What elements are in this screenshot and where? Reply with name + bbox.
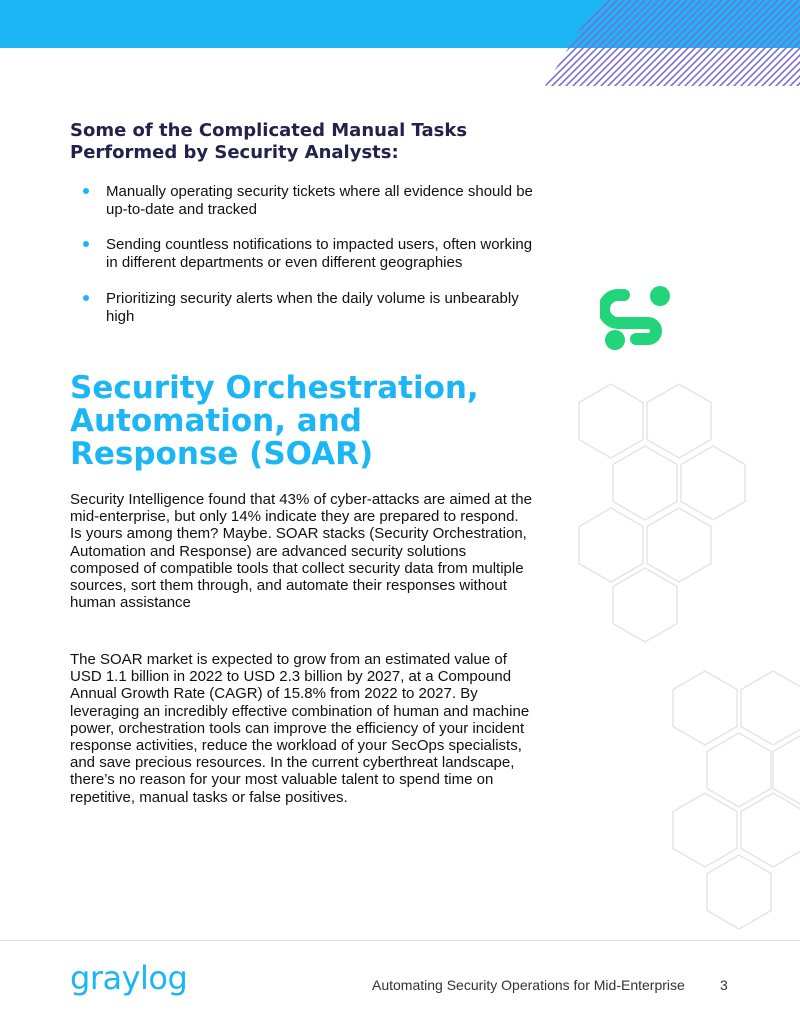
section-subheading: Some of the Complicated Manual Tasks Performed by Security Analysts: <box>70 120 468 163</box>
hexagon-shape <box>681 446 745 520</box>
hexagon-shape <box>707 855 771 929</box>
hexagon-shape <box>741 671 800 745</box>
hexagon-shape <box>647 384 711 458</box>
body-paragraph-intro: Security Intelligence found that 43% of cyber-attacks are aimed at the mid-enterprise, but only 14% indicate they are prepared to respond. Is yours among them? Maybe. SOAR stacks (Security Orchestration, Automation and Response) are advanced security solutions composed of compatible tools that collect security data from multiple sources, sort them through, and automate their responses without human assistance <box>70 491 532 612</box>
hexagon-shape <box>741 793 800 867</box>
hexagon-shape <box>613 446 677 520</box>
hexagon-shape <box>613 568 677 642</box>
hexagon-shape <box>579 384 643 458</box>
body-paragraph-market: The SOAR market is expected to grow from an estimated value of USD 1.1 billion in 2022 to USD 2.3 billion by 2027, at a Compound Annual Growth Rate (CAGR) of 15.8% from 2022 to 2027. By leveraging an incredibly effective combination of human and machine power, orchestration tools can improve the efficiency of your incident response activities, reduce the workload of your SecOps specialists, and save precious resources. In the current cyberthreat landscape, there’s no reason for your most valuable talent to spend time on repetitive, manual tasks or false positives. <box>70 651 530 806</box>
hexagon-shape <box>707 733 771 807</box>
hexagon-shape <box>673 671 737 745</box>
graylog-logo: graylog <box>70 959 188 997</box>
hexagon-shape <box>579 508 643 582</box>
footer-document-title: Automating Security Operations for Mid-Enterprise <box>372 977 685 993</box>
list-item-text: Prioritizing security alerts when the daily volume is unbearably high <box>106 290 519 325</box>
hexagon-shape <box>673 793 737 867</box>
list-item-text: Manually operating security tickets where all evidence should be up-to-date and tracked <box>106 183 533 218</box>
list-item-text: Sending countless notifications to impacted users, often working in different departments or even different geographies <box>106 236 533 271</box>
footer-divider <box>0 940 800 941</box>
hexagon-shape <box>647 508 711 582</box>
page-number: 3 <box>720 977 728 993</box>
page-title: Security Orchestration, Automation, and Response (SOAR) <box>70 370 479 472</box>
